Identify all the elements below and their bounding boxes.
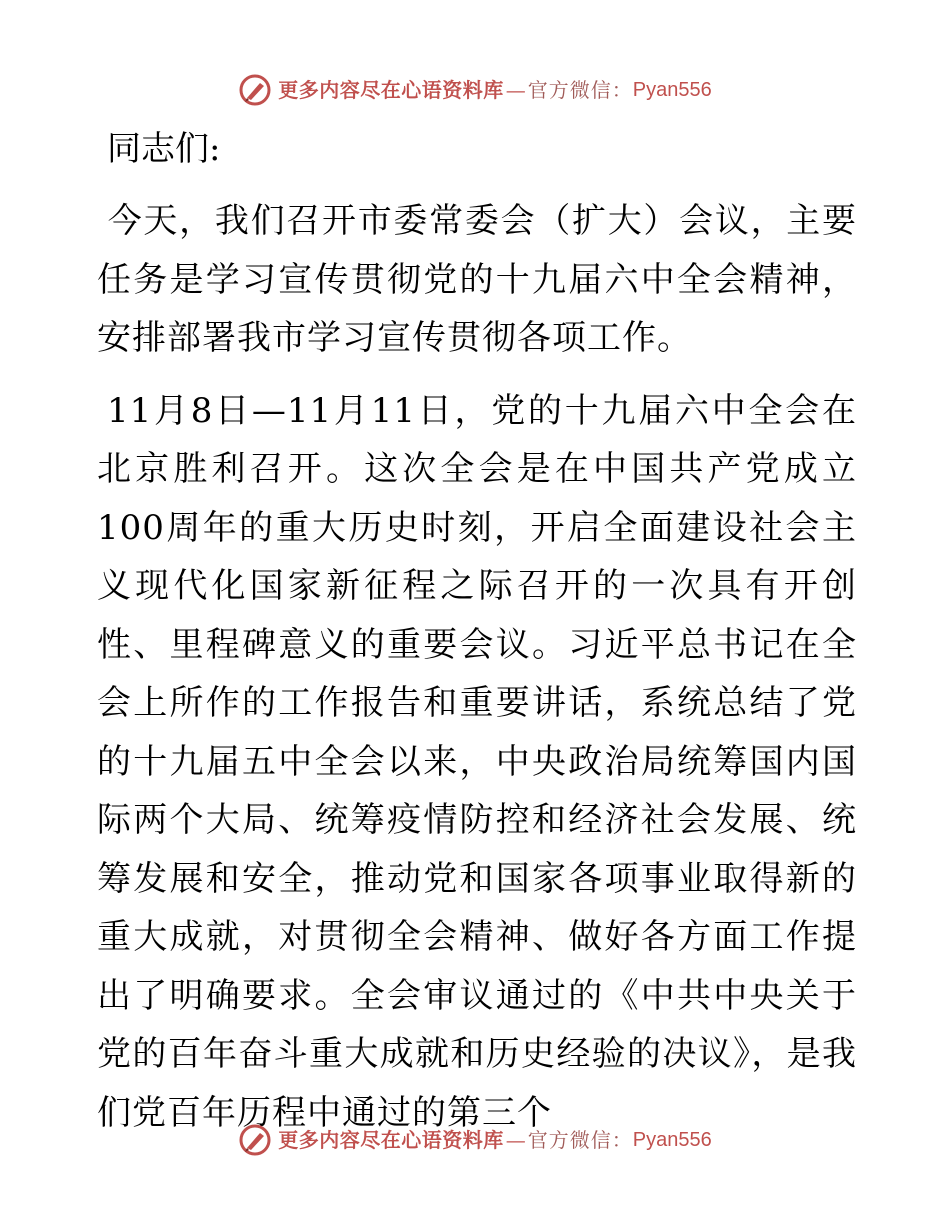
watermark-label: 官方微信： <box>527 1128 633 1152</box>
paragraph-2 <box>97 382 857 1143</box>
watermark-id: Pyan556 <box>632 79 712 101</box>
salutation: 同志们: <box>107 129 221 169</box>
paragraph-2-text: 11月8日—11月11日，党的十九届六中全会在北京胜利召开。这次全会是在中国共产党成立100周年的重大历史时刻，开启全面建设社会主义现代化国家新征程之际召开的一次具有开创性、里程碑意义的重要会议。习近平总书记在全会上所作的工作报告和重要讲话，系统总结了党的十九届五中全会以来，中央政治局统筹国内国际两个大局、统筹疫情防控和经济社会发展、统筹发展和安全，推动党和国家各项事业取得新的重大成就，对贯彻全会精神、做好各方面工作提出了明确要求。全会审议通过的《中共中央关于党的百年奋斗重大成就和历史经验的决议》，是我们党百年历程中通过的第三个 <box>97 390 857 1133</box>
watermark-id: Pyan556 <box>632 1129 712 1151</box>
watermark-text: 更多内容尽在心语资料库 <box>278 78 504 102</box>
paragraph-1-text: 今天，我们召开市委常委会（扩大）会议，主要任务是学习宣传贯彻党的十九届六中全会精神，安排部署我市学习宣传贯彻各项工作。 <box>97 201 857 358</box>
watermark-dash: — <box>505 1128 526 1152</box>
header-watermark <box>0 70 950 110</box>
watermark-dash: — <box>505 78 526 102</box>
pen-logo-icon <box>238 73 272 107</box>
document-body <box>97 124 857 1156</box>
pen-logo-icon <box>238 1123 272 1157</box>
paragraph-1 <box>97 192 857 368</box>
watermark-text: 更多内容尽在心语资料库 <box>278 1128 504 1152</box>
footer-watermark <box>0 1120 950 1160</box>
watermark-label: 官方微信： <box>527 78 633 102</box>
